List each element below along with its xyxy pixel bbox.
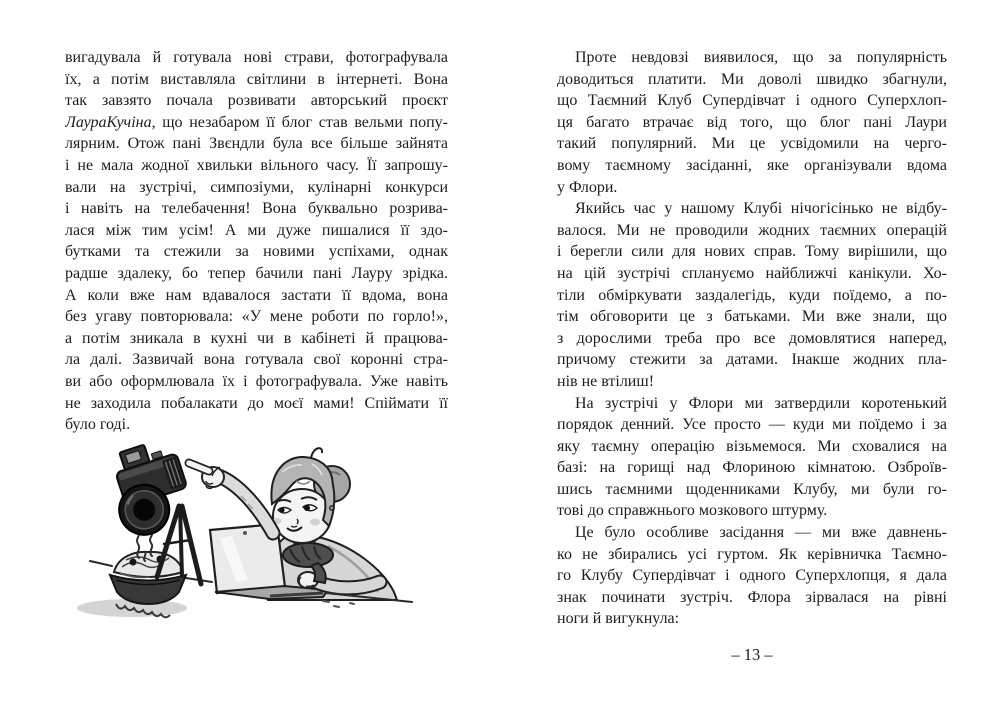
- pointing-hand: [189, 463, 224, 488]
- text-line: бутками та стежили за новими успіхами, однак: [65, 243, 448, 261]
- text-line: не заходила побалакати до моєї мами! Спіймати її: [65, 394, 448, 412]
- illustration-girl-photographing-food: [60, 430, 520, 690]
- text-line: без угаву повторювала: «У мене роботи по горло!»,: [65, 308, 448, 326]
- text-line: тові до справжнього мозкового штурму.: [557, 502, 828, 520]
- text-line: Проте невдовзі виявилося, що за популярність: [575, 49, 947, 66]
- italic-text: ЛаураКучіна: [65, 113, 152, 131]
- page-number: – 13 –: [731, 645, 773, 664]
- text-line: А коли вже нам вдавалося застати її вдома, вона: [65, 286, 448, 304]
- right-page: [557, 47, 947, 630]
- text-line: вали на зустрічі, симпозіуми, кулінарні конкурси: [65, 178, 448, 196]
- text-line: базі: на горищі над Флориною кімнатою. Озброїв-: [557, 459, 947, 477]
- text-segment: , що незабаром її блог став вельми попу-: [151, 113, 448, 131]
- camera-icon: [101, 436, 197, 541]
- text-line: так завзято почала розвивати авторський проєкт: [65, 92, 448, 110]
- text-line: знак починати зустріч. Флора зірвалася на рівні: [557, 588, 947, 606]
- text-line: ко не збирались усі гуртом. Як керівничка Таємно-: [557, 545, 947, 563]
- text-line: ноги й вигукнула:: [557, 610, 680, 628]
- text-line: вигадувала й готувала нові страви, фотографувала: [65, 49, 448, 66]
- text-line: тіли обміркувати заздалегідь, куди поїдемо, а по-: [557, 286, 947, 304]
- text-line: порядок денний. Усе просто — куди ми поїдемо і за: [557, 416, 947, 434]
- text-line: у Флори.: [557, 178, 618, 196]
- text-line: їх, а потім виставляла світлини в інтернеті. Вона: [65, 70, 448, 88]
- text-line: нів не втілиш!: [557, 372, 655, 390]
- text-line: го Клубу Супердівчат і одного Суперхлопця, я дала: [557, 567, 947, 585]
- hair-strand: [311, 448, 322, 458]
- text-line: а потім зникала в кухні чи в кабінеті й працюва-: [65, 329, 448, 347]
- text-line: доводиться платити. Ми доволі швидко збагнули,: [557, 70, 947, 88]
- text-line: такий популярний. Ми це усвідомили на черго-: [557, 135, 947, 153]
- text-line: шись таємними щоденниками Клубу, ми були го-: [557, 480, 947, 498]
- steaming-spaghetti-bowl: [110, 552, 186, 604]
- text-line: і берегли сили для нових справ. Тому вирішили, що: [557, 243, 947, 261]
- text-line: було годі.: [65, 416, 131, 434]
- text-line: причому стежити за датами. Інакше жодних пла-: [557, 351, 947, 369]
- text-line: ця багато втрачає від того, що блог пані Лаури: [557, 113, 947, 131]
- text-line: лася між тим усім! А ми дуже пишалися її здо-: [65, 221, 448, 239]
- text-line: що Таємний Клуб Супердівчат і одного Суперхлоп-: [557, 92, 947, 110]
- text-line: вому таємному засіданні, яке організували вдома: [557, 156, 947, 174]
- text-line: і не мала жодної хвильки вільного часу. Її запрошу-: [65, 156, 448, 174]
- text-line: лярним. Отож пані Звєндли була все більше зайнята: [65, 135, 448, 153]
- girl-pointing-at-camera: [189, 448, 397, 600]
- text-line: з дорослими треба про все домовлятися наперед,: [557, 329, 947, 347]
- text-line: і навіть на телебачення! Вона буквально розрива-: [65, 200, 448, 218]
- girl-head: [271, 448, 350, 543]
- left-page: [65, 47, 448, 436]
- text-line: радше здалеку, бо тепер бачили пані Лауру зрідка.: [65, 264, 448, 282]
- text-line: Це було особливе засідання — ми вже давнень-: [575, 524, 947, 542]
- text-line: яку таємну операцію візьмемося. Ми сховалися на: [557, 437, 947, 455]
- text-line: Якийсь час у нашому Клубі нічогісінько не відбу-: [575, 200, 947, 218]
- text-line: ви або оформлювала їх і фотографувала. Уже навіть: [65, 372, 448, 390]
- text-line: валося. Ми не проводили жодних таємних операцій: [557, 221, 947, 239]
- text-line: На зустрічі у Флори ми затвердили коротенький: [575, 394, 947, 412]
- text-line: [65, 112, 448, 134]
- text-line: ла далі. Зазвичай вона готувала свої коронні стра-: [65, 351, 448, 369]
- pointing-arm: [189, 463, 273, 533]
- text-line: на цій зустрічі сплануємо найближчі канікули. Хо-: [557, 264, 947, 282]
- text-line: тім обговорити це з батьками. Ми вже знали, що: [557, 308, 947, 326]
